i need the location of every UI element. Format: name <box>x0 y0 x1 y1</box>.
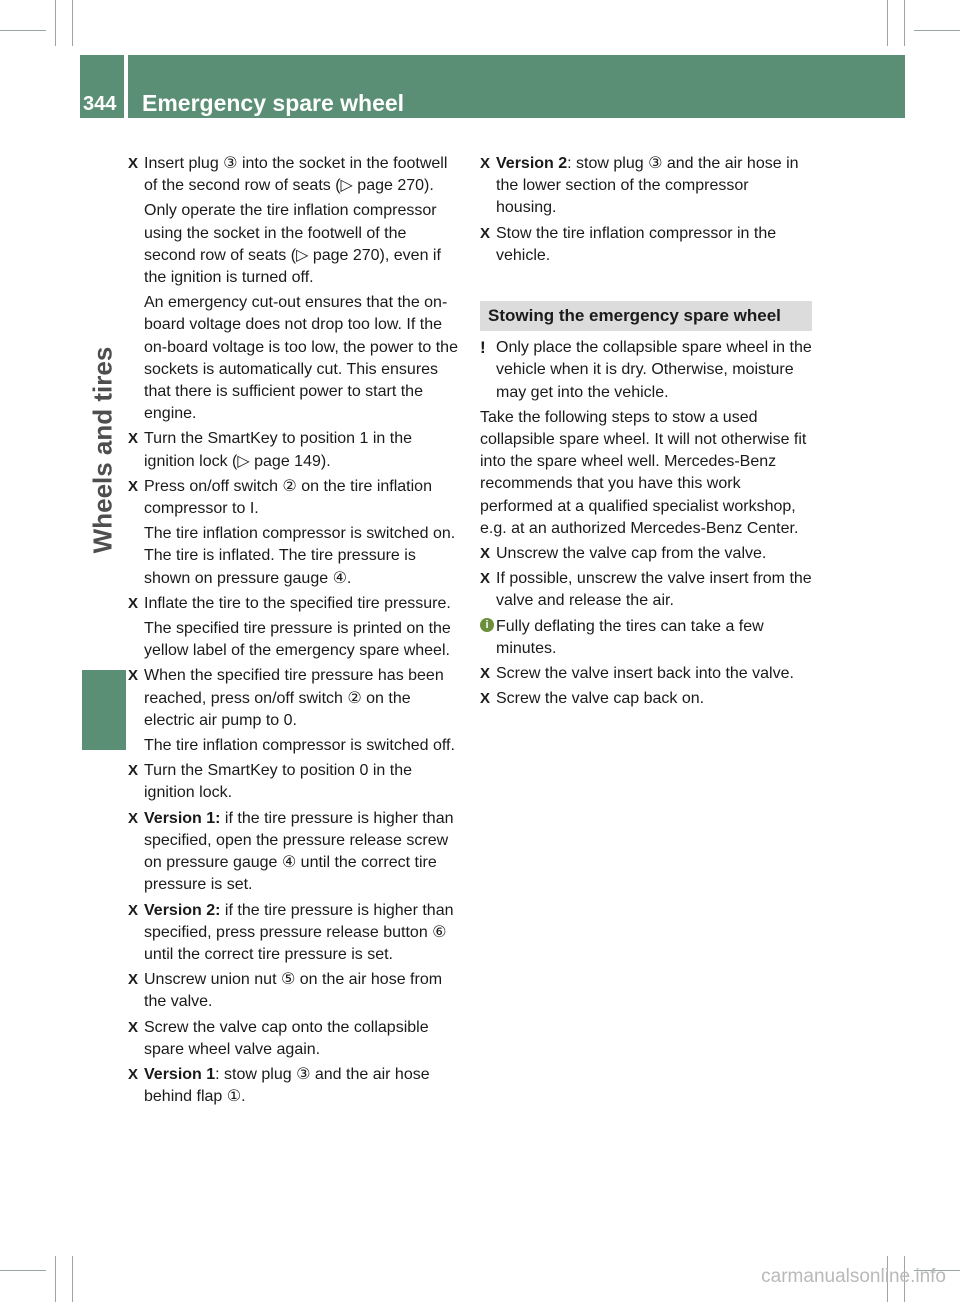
instruction-step: X Unscrew the valve cap from the valve. <box>480 543 812 565</box>
instruction-step: X Stow the tire inflation compressor in the vehicle. <box>480 224 777 264</box>
instruction-step: X Turn the SmartKey to position 0 in the ignition lock. <box>128 762 412 802</box>
page-number: 344 <box>83 93 117 115</box>
step-marker-icon: X <box>128 971 139 989</box>
page-title: Emergency spare wheel <box>142 90 405 116</box>
step-marker-icon: X <box>480 155 491 172</box>
section-heading: Stowing the emergency spare wheel <box>480 301 812 331</box>
instruction-step: X When the specified tire pressure has been reached, press on/off switch ② on the electric air pump to 0. <box>128 667 444 729</box>
step-marker-icon: X <box>480 224 491 242</box>
instruction-step: X Version 1: stow plug ③ and the air hose behind flap ①. <box>128 1065 430 1106</box>
step-marker-icon: X <box>128 477 139 495</box>
crop-mark <box>887 0 888 46</box>
info-note: i Fully deflating the tires can take a few minutes. <box>480 616 812 660</box>
step-marker-icon: X <box>128 594 139 612</box>
step-marker-icon: X <box>128 155 139 172</box>
instruction-step: X Inflate the tire to the specified tire pressure. <box>128 593 460 615</box>
step-marker-icon: X <box>128 1018 139 1036</box>
step-marker-icon: X <box>128 430 139 448</box>
paragraph: The tire inflation compressor is switched off. <box>144 737 455 755</box>
crop-mark <box>0 30 46 31</box>
paragraph: The specified tire pressure is printed on the yellow label of the emergency spare wheel. <box>144 620 451 660</box>
crop-mark <box>72 0 73 46</box>
step-marker-icon: X <box>128 809 139 827</box>
instruction-step: X Unscrew union nut ⑤ on the air hose from the valve. <box>128 971 443 1011</box>
step-marker-icon: X <box>128 762 139 780</box>
instruction-step: X Insert plug ③ into the socket in the footwell of the second row of seats (▷ page 270). <box>128 155 448 195</box>
crop-mark <box>55 1256 56 1302</box>
watermark: carmanualsonline.info <box>761 1266 946 1287</box>
instruction-step: X Screw the valve cap back on. <box>480 688 812 710</box>
left-column <box>128 153 460 1111</box>
instruction-step: X Screw the valve insert back into the valve. <box>480 663 812 685</box>
instruction-step: X Turn the SmartKey to position 1 in the ignition lock (▷ page 149). <box>128 430 412 470</box>
step-marker-icon: X <box>128 1065 139 1083</box>
chapter-tab <box>82 670 126 750</box>
intro-paragraph: Take the following steps to stow a used collapsible spare wheel. It will not otherwise fit into the spare wheel well. Mercedes-Benz recommends that you have this work performed at a qualified specialist workshop, e.g. at an authorized Mercedes-Benz Center. <box>480 408 807 537</box>
step-marker-icon: X <box>480 665 491 683</box>
crop-mark <box>914 30 960 31</box>
paragraph: The tire inflation compressor is switched on. The tire is inflated. The tire pressure is shown on pressure gauge ④. <box>144 525 456 587</box>
crop-mark <box>904 0 905 46</box>
paragraph: An emergency cut-out ensures that the on-board voltage does not drop too low. If the on-board voltage is too low, the power to the sockets is automatically cut. This ensures that there is sufficient power to start the engine. <box>144 294 458 423</box>
instruction-step: X Version 2: stow plug ③ and the air hose in the lower section of the compressor housing. <box>480 155 799 217</box>
step-marker-icon: X <box>128 667 139 685</box>
warning-icon: ! <box>480 338 486 358</box>
instruction-step: X Press on/off switch ② on the tire inflation compressor to I. <box>128 477 432 518</box>
crop-mark <box>0 1270 46 1271</box>
instruction-step: X Version 1: if the tire pressure is higher than specified, open the pressure release screw on pressure gauge ④ until the correct tire pressure is set. <box>128 809 454 894</box>
step-marker-icon: X <box>480 570 491 588</box>
info-icon: i <box>480 618 494 632</box>
warning-note: ! Only place the collapsible spare wheel in the vehicle when it is dry. Otherwise, moisture may get into the vehicle. <box>480 338 812 401</box>
right-column <box>480 153 812 713</box>
instruction-step: X Version 2: if the tire pressure is higher than specified, press pressure release button ⑥ until the correct tire pressure is set. <box>128 901 454 963</box>
step-marker-icon: X <box>128 901 139 919</box>
paragraph: Only operate the tire inflation compressor using the socket in the footwell of the second row of seats (▷ page 270), even if the ignition is turned off. <box>144 202 441 287</box>
crop-mark <box>72 1256 73 1302</box>
instruction-step: X Screw the valve cap onto the collapsible spare wheel valve again. <box>128 1018 429 1058</box>
step-marker-icon: X <box>480 545 491 563</box>
step-marker-icon: X <box>480 690 491 708</box>
instruction-step: X If possible, unscrew the valve insert from the valve and release the air. <box>480 570 812 610</box>
chapter-side-label: Wheels and tires <box>87 346 118 554</box>
crop-mark <box>55 0 56 46</box>
